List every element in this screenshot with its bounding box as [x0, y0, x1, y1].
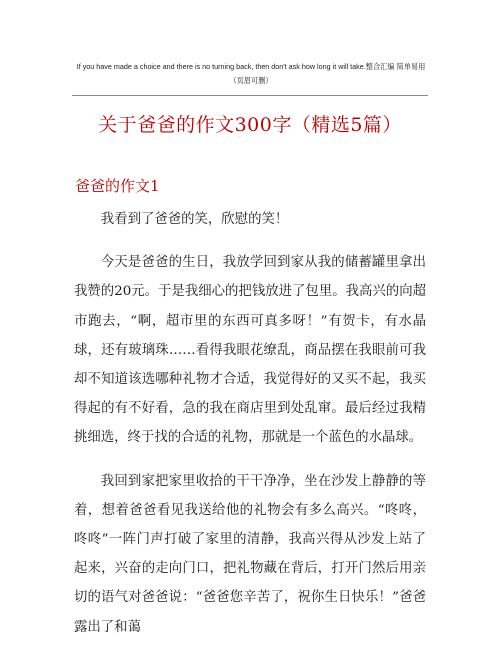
section-title: 爸爸的作文1 — [75, 177, 160, 195]
paragraph: 我回到家把家里收拾的干干净净，坐在沙发上静静的等着，想着爸爸看见我送给他的礼物会有多么高兴。“咚咚，咚咚”一阵门声打破了家里的清静，我高兴得从沙发上站了起来，兴奋的走向门口，把礼物藏在背后，打开门然后用亲切的语气对爸爸说：“爸爸您辛苦了，祝你生日快乐！”爸爸露出了和蔼 — [74, 473, 426, 635]
paragraph: 我看到了爸爸的笑，欣慰的笑！ — [100, 212, 289, 227]
document-title: 关于爸爸的作文300字（精选5篇） — [98, 114, 402, 136]
header-note: （页眉可删） — [229, 76, 273, 85]
body-text — [74, 205, 426, 656]
header-divider — [72, 95, 428, 96]
header-quote: If you have made a choice and there is no turning back, then don't ask how long it will take.整合汇编 简单易用 — [76, 62, 426, 71]
paragraph: 今天是爸爸的生日，我放学回到家从我的储蓄罐里拿出我赞的20元。于是我细心的把钱放进了包里。我高兴的向超市跑去，“啊，超市里的东西可真多呀！”有贺卡，有水晶球，还有玻璃珠……看得我眼花缭乱，商品摆在我眼前可我却不知道该选哪种礼物才合适，我觉得好的又买不起，我买得起的有不好看，急的我在商店里到处乱窜。最后经过我精挑细选，终于找的合适的礼物，那就是一个蓝色的水晶球。 — [74, 255, 426, 446]
page-header — [70, 60, 432, 88]
